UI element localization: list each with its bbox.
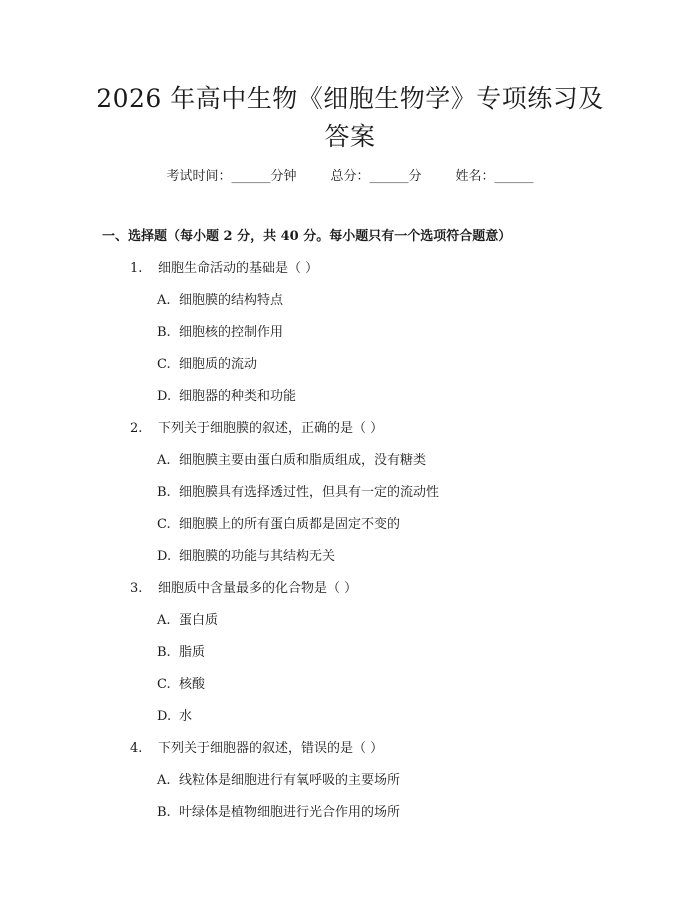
question-4-option-a <box>157 771 400 791</box>
question-text: 细胞质中含量最多的化合物是（ ） <box>158 581 358 596</box>
question-3-option-b <box>157 643 205 663</box>
option-text: 细胞器的种类和功能 <box>179 389 297 404</box>
question-3-option-d <box>157 707 192 727</box>
question-4 <box>130 739 383 759</box>
exam-meta-line <box>0 167 700 187</box>
option-letter: A. <box>157 453 171 468</box>
question-number: 1. <box>130 261 143 276</box>
question-2-option-d <box>157 547 335 567</box>
question-3-option-c <box>157 675 205 695</box>
section-heading-multiple-choice: 一、选择题（每小题 2 分，共 40 分。每小题只有一个选项符合题意） <box>102 229 512 244</box>
question-1-option-b <box>157 323 283 343</box>
question-4-option-b <box>157 803 400 823</box>
option-text: 蛋白质 <box>179 613 219 628</box>
document-title-line-2: 答案 <box>324 122 376 151</box>
option-letter: D. <box>157 389 172 404</box>
total-score-field: 总分：______分 <box>330 169 422 184</box>
option-letter: C. <box>157 677 171 692</box>
option-letter: B. <box>157 325 171 340</box>
question-2-option-b <box>157 483 439 503</box>
question-1-option-a <box>157 291 283 311</box>
question-1-option-c <box>157 355 257 375</box>
option-text: 细胞膜主要由蛋白质和脂质组成，没有糖类 <box>179 453 427 468</box>
option-letter: C. <box>157 357 171 372</box>
option-letter: A. <box>157 773 171 788</box>
option-text: 脂质 <box>179 645 206 660</box>
option-letter: A. <box>157 613 171 628</box>
question-2-option-c <box>157 515 400 535</box>
option-text: 细胞膜上的所有蛋白质都是固定不变的 <box>179 517 401 532</box>
question-text: 下列关于细胞器的叙述，错误的是（ ） <box>158 741 384 756</box>
option-text: 线粒体是细胞进行有氧呼吸的主要场所 <box>179 773 401 788</box>
question-number: 4. <box>130 741 143 756</box>
option-text: 细胞膜的结构特点 <box>179 293 284 308</box>
question-2 <box>130 419 383 439</box>
question-2-option-a <box>157 451 426 471</box>
student-name-field: 姓名：______ <box>455 169 534 184</box>
option-letter: B. <box>157 645 171 660</box>
option-text: 细胞核的控制作用 <box>179 325 284 340</box>
question-number: 3. <box>130 581 143 596</box>
option-text: 细胞膜的功能与其结构无关 <box>179 549 336 564</box>
question-1-option-d <box>157 387 296 407</box>
option-letter: C. <box>157 517 171 532</box>
question-text: 下列关于细胞膜的叙述，正确的是（ ） <box>158 421 384 436</box>
option-letter: A. <box>157 293 171 308</box>
option-text: 叶绿体是植物细胞进行光合作用的场所 <box>179 805 401 820</box>
question-1 <box>130 259 318 279</box>
option-text: 细胞膜具有选择透过性，但具有一定的流动性 <box>179 485 440 500</box>
question-number: 2. <box>130 421 143 436</box>
option-letter: B. <box>157 805 171 820</box>
question-3-option-a <box>157 611 218 631</box>
question-text: 细胞生命活动的基础是（ ） <box>158 261 319 276</box>
option-letter: B. <box>157 485 171 500</box>
exam-time-field: 考试时间：______分钟 <box>166 169 297 184</box>
option-letter: D. <box>157 549 172 564</box>
question-3 <box>130 579 357 599</box>
option-text: 核酸 <box>179 677 206 692</box>
option-text: 水 <box>179 709 193 724</box>
option-text: 细胞质的流动 <box>179 357 258 372</box>
option-letter: D. <box>157 709 172 724</box>
document-title-line-1: 2026 年高中生物《细胞生物学》专项练习及 <box>96 84 604 113</box>
